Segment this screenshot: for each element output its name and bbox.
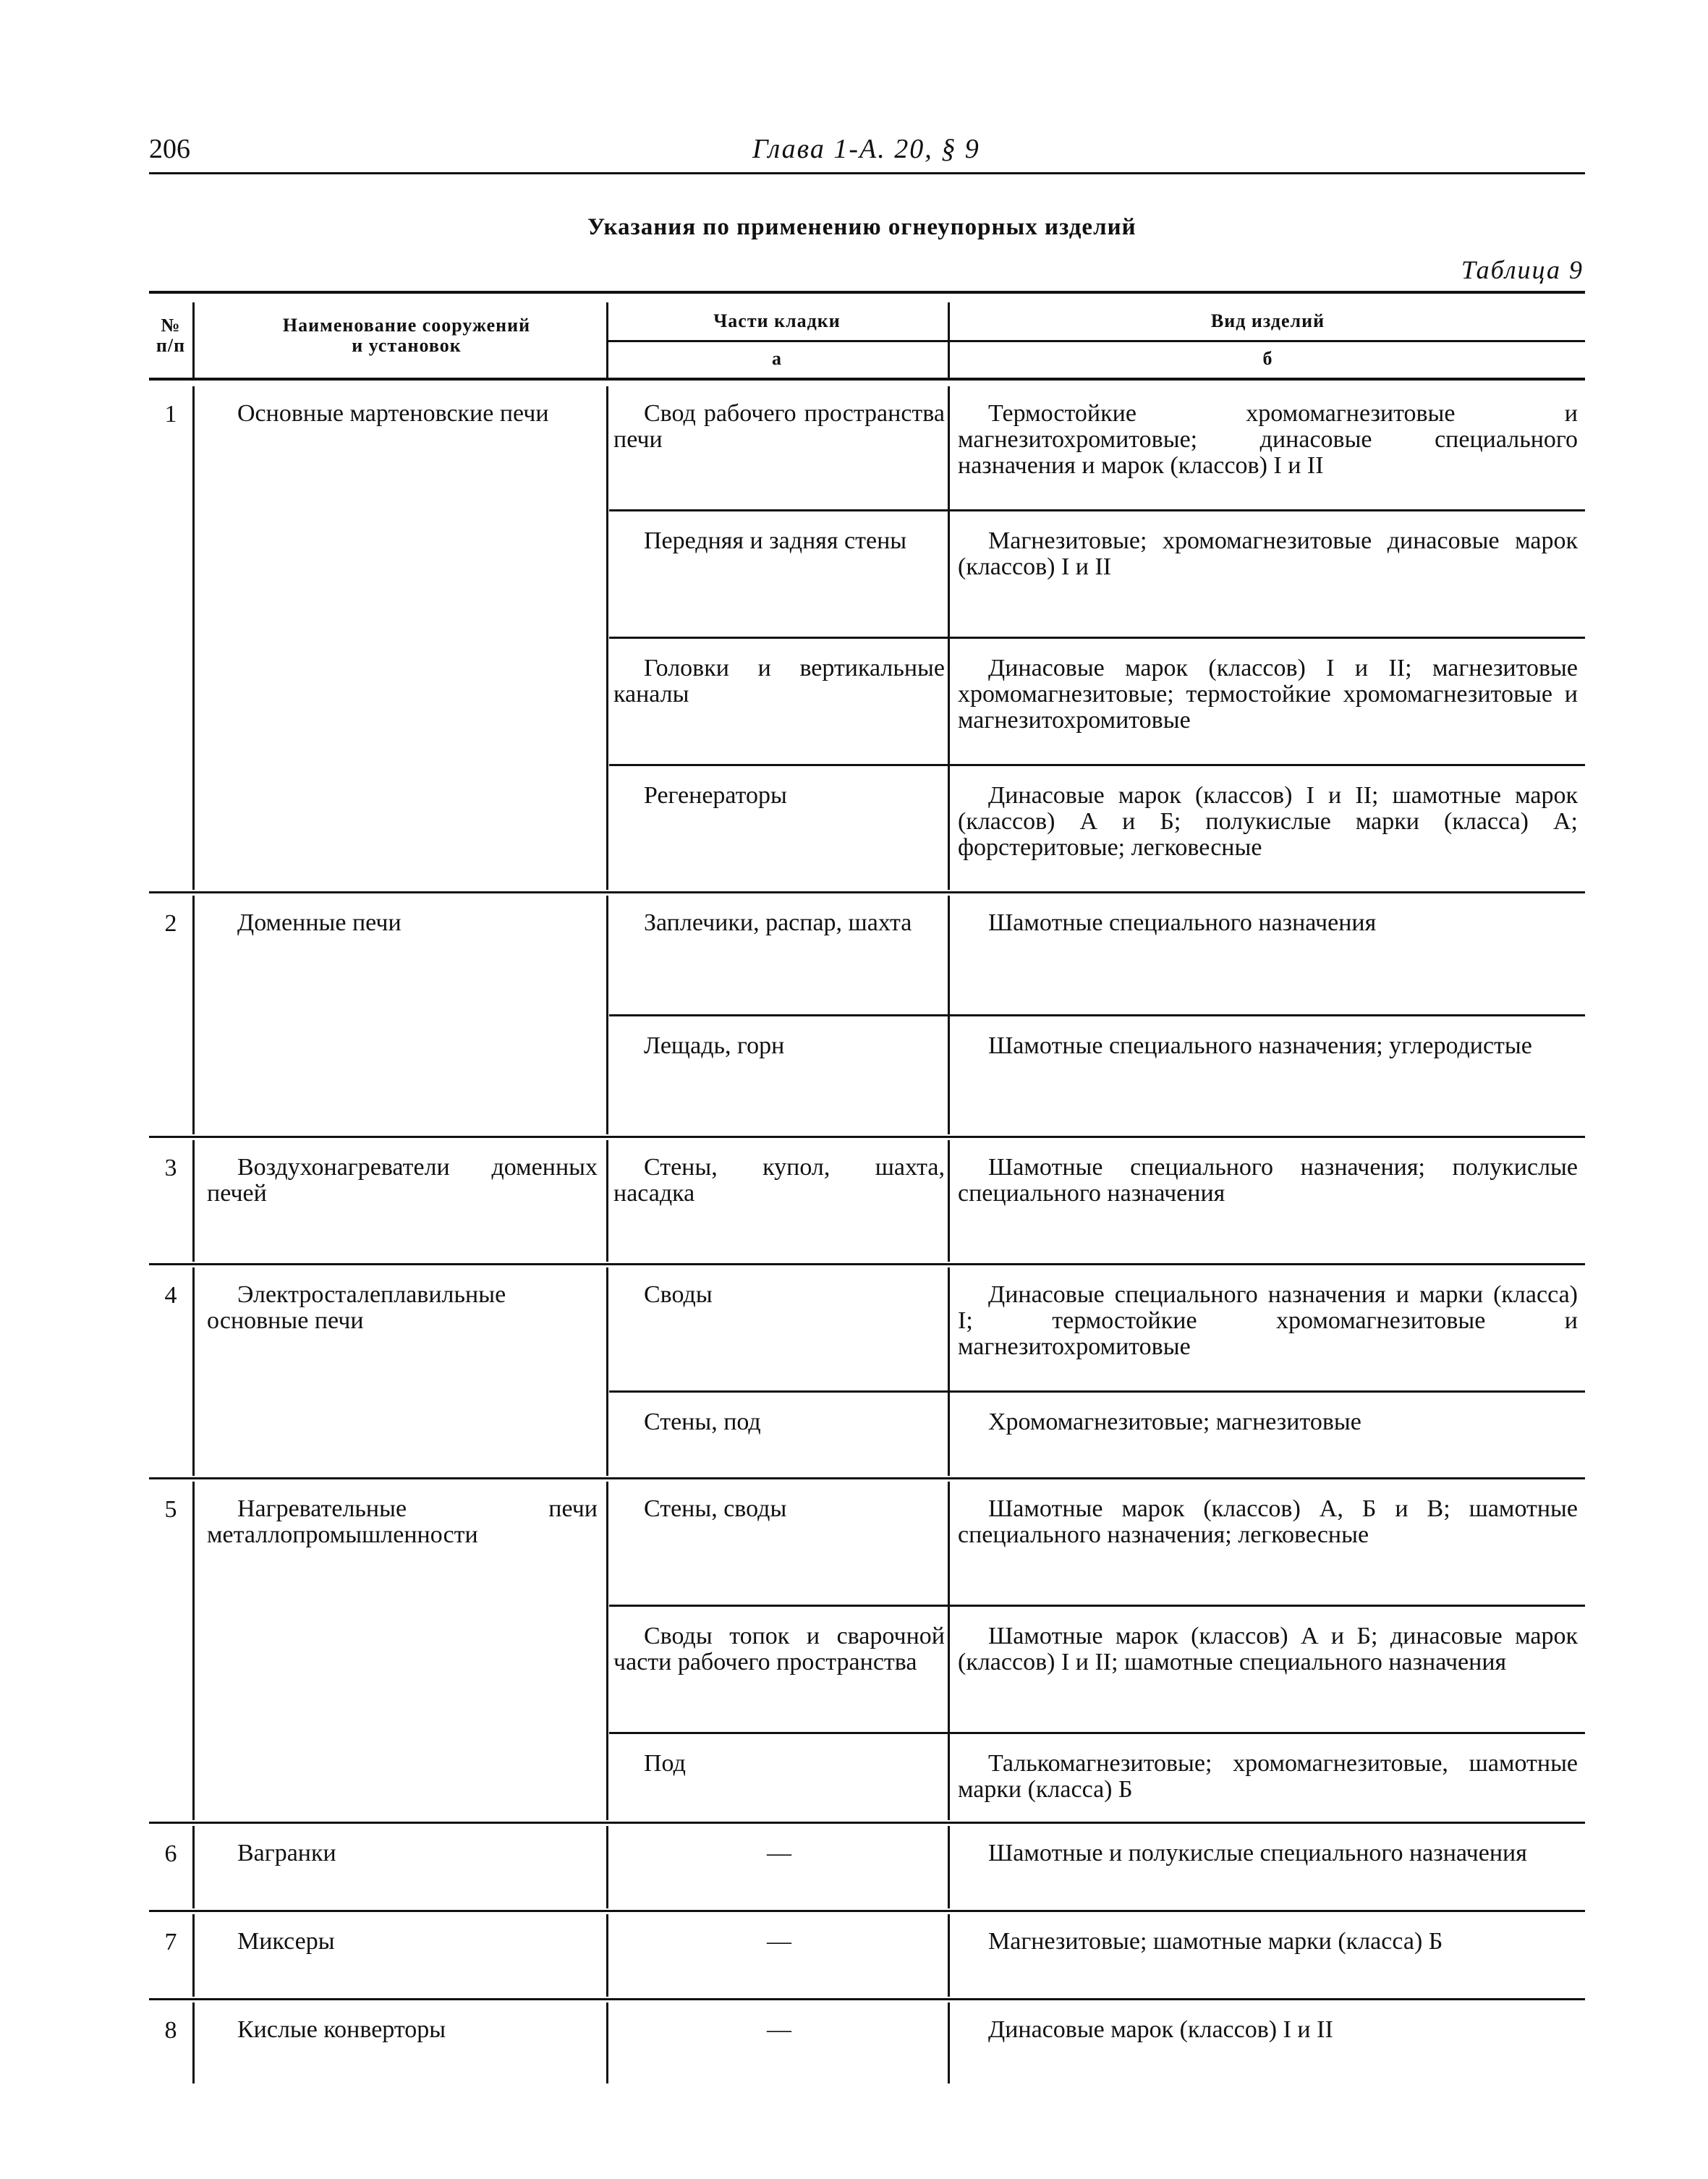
column-divider [192, 1482, 195, 1820]
table-top-rule [149, 291, 1585, 294]
column-divider [948, 1914, 950, 1997]
page-number: 206 [149, 134, 190, 164]
masonry-part: Своды топок и сварочной части рабочего пространства [613, 1623, 945, 1675]
row-number: 1 [164, 401, 177, 428]
masonry-part: Заплечики, распар, шахта [644, 909, 912, 936]
row-divider [609, 1732, 1585, 1734]
product-kind: Магнезитовые; хромомагнезитовые динасовые марок (классов) I и II [958, 527, 1578, 580]
product-kind: Динасовые марок (классов) I и II [988, 2016, 1333, 2043]
header-name: Наименование сооружений и установок [282, 315, 531, 356]
product-kind: Шамотные марок (классов) А, Б и В; шамотные специального назначения; легковесные [958, 1495, 1578, 1548]
product-kind: Шамотные марок (классов) А и Б; динасовые марок (классов) I и II; шамотные специального назначения [958, 1623, 1578, 1675]
group-divider [149, 1822, 1585, 1824]
table-label: Таблица 9 [1461, 255, 1584, 284]
masonry-part: — [767, 1840, 791, 1866]
installation-name: Кислые конверторы [237, 2016, 446, 2043]
column-divider [606, 1267, 608, 1476]
group-divider [149, 891, 1585, 893]
row-divider [609, 637, 1585, 639]
installation-name: Вагранки [237, 1840, 336, 1866]
masonry-part: Свод рабочего пространства печи [613, 400, 945, 453]
masonry-part: Своды [644, 1281, 713, 1308]
row-divider [609, 509, 1585, 511]
column-divider [192, 1140, 195, 1262]
group-divider [149, 1263, 1585, 1265]
masonry-part: Стены, своды [644, 1495, 787, 1522]
product-kind: Динасовые специального назначения и марки (класса) I; термостойкие хромомагнезитовые и магнезитохромитовые [958, 1281, 1578, 1360]
header-no: № п/п [156, 315, 186, 356]
table-header [149, 297, 1585, 381]
column-divider [192, 896, 195, 1134]
row-number: 3 [164, 1155, 177, 1181]
header-kind: Вид изделий [1210, 310, 1325, 331]
masonry-part: Лещадь, горн [644, 1032, 785, 1059]
row-number: 2 [164, 910, 177, 937]
column-divider [192, 1826, 195, 1908]
row-number: 7 [164, 1929, 177, 1955]
installation-name: Миксеры [237, 1928, 335, 1955]
header-letter-a: а [772, 348, 782, 369]
installation-name: Основные мартеновские печи [237, 400, 549, 427]
column-divider [606, 386, 608, 890]
column-divider [606, 1482, 608, 1820]
column-divider [948, 896, 950, 1134]
column-divider [192, 2002, 195, 2084]
column-divider [948, 386, 950, 890]
group-divider [149, 1477, 1585, 1479]
masonry-part: — [767, 1928, 791, 1955]
product-kind: Динасовые марок (классов) I и II; шамотные марок (классов) А и Б; полукислые марки (класса) А; форстеритовые; легковесные [958, 782, 1578, 861]
column-divider [606, 1140, 608, 1262]
table-title: Указания по применению огнеупорных изделий [587, 214, 1136, 240]
table-body [149, 383, 1585, 2086]
product-kind: Шамотные специального назначения [988, 909, 1377, 936]
column-divider [948, 2002, 950, 2084]
row-divider [609, 1390, 1585, 1393]
column-divider [948, 1482, 950, 1820]
installation-name: Электросталеплавильные основные печи [207, 1281, 506, 1334]
header-subrule [606, 340, 1585, 342]
row-number: 5 [164, 1496, 177, 1523]
installation-name: Воздухонагреватели доменных печей [207, 1154, 598, 1207]
product-kind: Термостойкие хромомагнезитовые и магнезитохромитовые; динасовые специального назначения и марок (классов) I и II [958, 400, 1578, 479]
row-number: 6 [164, 1840, 177, 1867]
product-kind: Шамотные специального назначения; углеродистые [988, 1032, 1532, 1059]
header-bottom-rule [149, 378, 1585, 381]
column-divider [948, 1140, 950, 1262]
row-divider [609, 1014, 1585, 1016]
masonry-part: Стены, под [644, 1409, 761, 1435]
header-divider [192, 302, 195, 381]
column-divider [948, 1826, 950, 1908]
masonry-part: — [767, 2016, 791, 2043]
column-divider [606, 896, 608, 1134]
column-divider [606, 1826, 608, 1908]
product-kind: Шамотные специального назначения; полукислые специального назначения [958, 1154, 1578, 1207]
group-divider [149, 1136, 1585, 1138]
product-kind: Динасовые марок (классов) I и II; магнезитовые хромомагнезитовые; термостойкие хромомагнезитовые и магнезитохромитовые [958, 655, 1578, 734]
installation-name: Нагревательные печи металлопромышленности [207, 1495, 598, 1548]
product-kind: Шамотные и полукислые специального назначения [988, 1840, 1527, 1866]
group-divider [149, 1910, 1585, 1912]
masonry-part: Передняя и задняя стены [644, 527, 907, 554]
row-divider [609, 764, 1585, 766]
row-divider [609, 1605, 1585, 1607]
running-head: Глава 1-А. 20, § 9 [752, 134, 980, 164]
row-number: 4 [164, 1282, 177, 1309]
column-divider [606, 1914, 608, 1997]
installation-name: Доменные печи [237, 909, 401, 936]
column-divider [948, 1267, 950, 1476]
product-kind: Талькомагнезитовые; хромомагнезитовые, шамотные марки (класса) Б [958, 1750, 1578, 1803]
header-parts: Части кладки [713, 310, 841, 331]
product-kind: Магнезитовые; шамотные марки (класса) Б [988, 1928, 1443, 1955]
column-divider [192, 1267, 195, 1476]
header-rule [149, 172, 1585, 174]
column-divider [192, 1914, 195, 1997]
header-letter-b: б [1262, 348, 1273, 369]
product-kind: Хромомагнезитовые; магнезитовые [988, 1409, 1361, 1435]
row-number: 8 [164, 2017, 177, 2044]
masonry-part: Регенераторы [644, 782, 787, 809]
column-divider [606, 2002, 608, 2084]
masonry-part: Под [644, 1750, 686, 1777]
masonry-part: Стены, купол, шахта, насадка [613, 1154, 945, 1207]
group-divider [149, 1998, 1585, 2000]
column-divider [192, 386, 195, 890]
masonry-part: Головки и вертикальные каналы [613, 655, 945, 708]
